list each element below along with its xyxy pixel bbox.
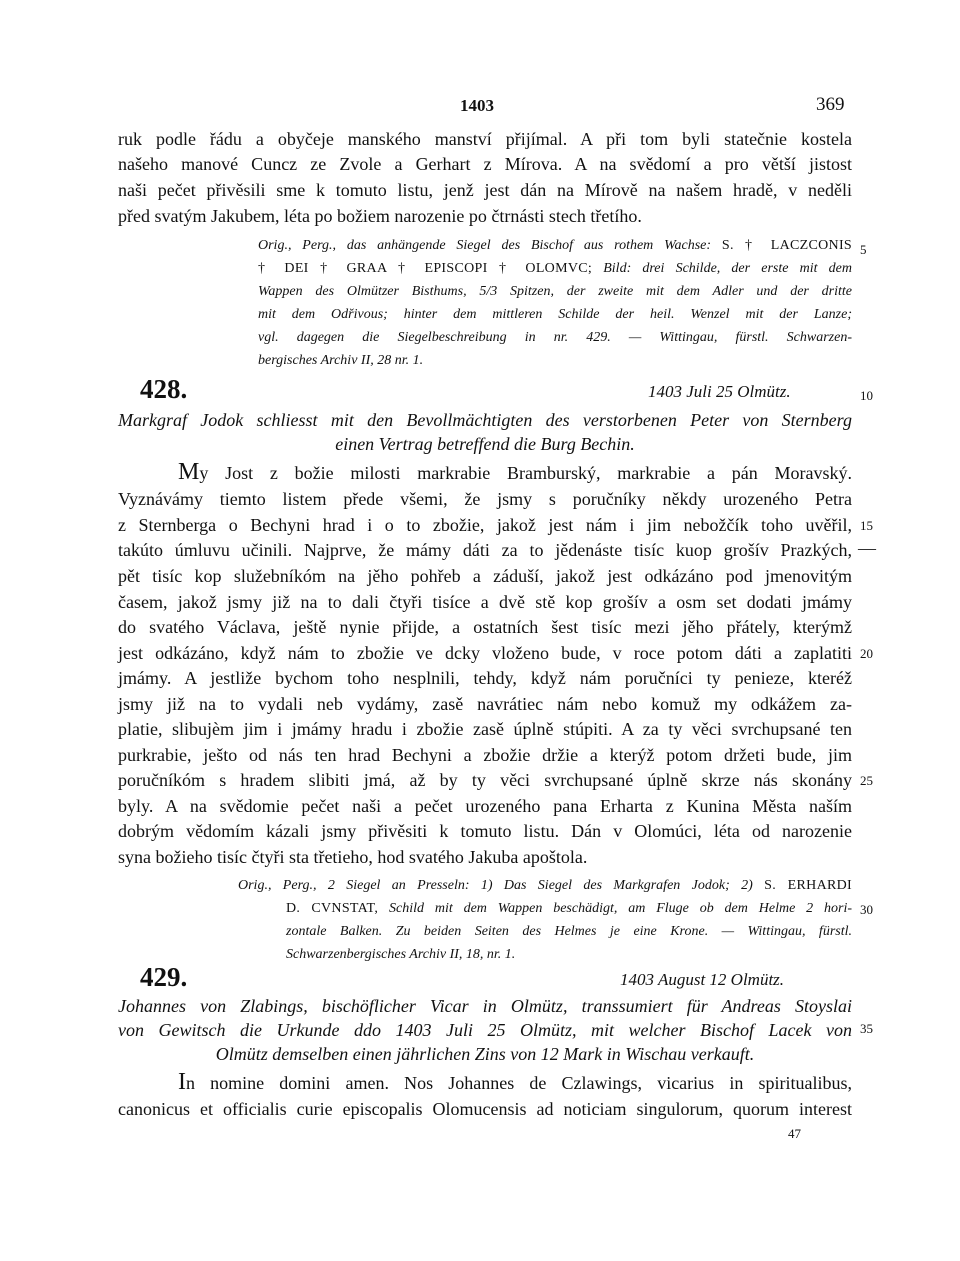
note-text: Orig., Perg., das anhängende Siegel des Bischof aus rothem Wachse:	[258, 238, 712, 253]
text-line: z Sternberga o Bechyni hrad i o to zbožie, jakož jest nám i jim nebožčík toho uvěřil,	[118, 515, 852, 535]
text-line-with-initial	[178, 1069, 852, 1095]
text-line: canonicus et officialis curie episcopalis Olomucensis ad noticiam singulorum, quorum interest	[118, 1099, 852, 1119]
text-line-with-initial	[178, 459, 852, 485]
source-note-line: vgl. dagegen die Siegelbeschreibung in nr. 429. — Wittingau, fürstl. Schwarzen-	[258, 330, 852, 345]
text-line: jest odkázáno, když nám to zbožie ve dcky vloženo bude, v roce potom dáti a zaplatiti	[118, 643, 852, 663]
text-line: syna božieho tisíc čtyři sta třetieho, hod svatého Jakuba apoštola.	[118, 847, 588, 867]
seal-legend: † DEI † GRAA † EPISCOPI † OLOMVC;	[258, 261, 593, 276]
initial-letter: I	[178, 1069, 186, 1095]
text-line: platie, slibujèm jim i jmámy hradu i zbožie zasě úplně stúpiti. A za ty věci svrchupsané ten	[118, 719, 852, 739]
line-number: 5	[860, 242, 867, 257]
text-line: časem, jakož jsmy již na to dali čtyři tisíce a dvě stě kop grošív a osm set dodati jmámy	[118, 592, 852, 612]
text-line: Vyznávámy tiemto listem přede všemi, že jsmy s poručníky někdy urozeného Petra	[118, 489, 852, 509]
text-fragment: n nomine domini amen. Nos Johannes de Czlawings, vicarius in spiritualibus,	[186, 1073, 852, 1093]
margin-dash: —	[858, 538, 876, 558]
line-number: 30	[860, 902, 873, 917]
line-number: 10	[860, 388, 873, 403]
line-number: 20	[860, 646, 873, 661]
source-note-line: Wappen des Olmützer Bisthums, 5/3 Spitzen, der zweite mit dem Adler und der dritte	[258, 284, 852, 299]
source-note-line: zontale Balken. Zu beiden Seiten des Helmes je eine Krone. — Wittingau, fürstl.	[286, 924, 852, 939]
seal-legend: S. † LACZCONIS	[721, 238, 853, 253]
source-note-line: mit dem Odřivous; hinter dem mittleren Schilde der heil. Wenzel mit der Lanze;	[258, 307, 852, 322]
running-head-year: 1403	[460, 96, 494, 115]
source-note-line	[286, 899, 852, 918]
note-text: Bild: drei Schilde, der erste mit dem	[603, 261, 852, 276]
line-number: 25	[860, 773, 873, 788]
text-line: našeho manové Cuncz ze Zvole a Gerhart z Mírova. A na svědomí a pro větší jistost	[118, 154, 852, 174]
source-note-line	[258, 236, 852, 255]
note-text: Schild mit dem Wappen beschädigt, am Fluge ob dem Helme 2 hori-	[388, 901, 852, 916]
text-line: takúto úmluvu učinili. Najprve, že mámy dáti za to jědenáste tisíc kuop grošív Prazkých,	[118, 540, 852, 560]
text-line: před svatým Jakubem, léta po božiem narozenie po čtrnásti stech třetího.	[118, 206, 642, 226]
document-date: 1403 Juli 25 Olmütz.	[648, 382, 791, 401]
regest-line: Johannes von Zlabings, bischöflicher Vicar in Olmütz, transsumiert für Andreas Stoyslai	[118, 996, 852, 1016]
regest-line: von Gewitsch die Urkunde ddo 1403 Juli 25 Olmütz, mit welcher Bischof Lacek von	[118, 1020, 852, 1040]
text-line: do svatého Václava, ještě nynie přijde, a ostatních šest tisíc mezi jěho přátely, kterýmž	[118, 617, 852, 637]
text-line: purkrabie, ješto od nás ten hrad Bechyni a zbožie držie a kterýž potom držeti bude, jim	[118, 745, 852, 765]
regest-line: einen Vertrag betreffend die Burg Bechin.	[335, 434, 635, 454]
signature-mark: 47	[788, 1126, 801, 1141]
seal-legend: S. ERHARDI	[764, 878, 852, 893]
text-line: jsmy již na to vydali neb vydámy, zasě navrátiec nám nebo komuž my odkážem za-	[118, 694, 852, 714]
text-line: byly. A na svědomie pečet naši a pečet urozeného pana Erharta z Kunina Města naším	[118, 796, 852, 816]
document-number: 429.	[140, 962, 188, 992]
text-line: poručníkóm s hradem slibiti jmá, až by ty věci svrchupsané úplně skrze nás skonány	[118, 770, 852, 790]
text-line: pět tisíc kop služebníkóm na jěho pohřeb a záduší, jakož jest odkázáno pod jmenovitým	[118, 566, 852, 586]
page-number: 369	[816, 94, 845, 115]
initial-letter: M	[178, 459, 200, 485]
document-date: 1403 August 12 Olmütz.	[620, 970, 785, 989]
regest-line: Markgraf Jodok schliesst mit den Bevollmächtigten des verstorbenen Peter von Sternberg	[118, 410, 852, 430]
text-line: jmámy. A jestliže bychom toho nesplnili, tehdy, když nám poručníci ty penieze, kteréž	[118, 668, 852, 688]
line-number: 15	[860, 518, 873, 533]
text-line: naši pečet přivěsili sme k tomuto listu, jenž jest dán na Mírově na našem hradě, v neděli	[118, 180, 852, 200]
regest-line: Olmütz demselben einen jährlichen Zins von 12 Mark in Wischau verkauft.	[215, 1044, 755, 1064]
text-fragment: y Jost z božie milosti markrabie Bramburský, markrabie a pán Moravský.	[199, 463, 852, 483]
seal-legend: D. CVNSTAT,	[286, 901, 379, 916]
source-note-line: bergisches Archiv II, 28 nr. 1.	[258, 353, 424, 368]
source-note-line: Schwarzenbergisches Archiv II, 18, nr. 1.	[286, 947, 516, 962]
note-text: Orig., Perg., 2 Siegel an Presseln: 1) Das Siegel des Markgrafen Jodok; 2)	[238, 878, 753, 893]
document-number: 428.	[140, 374, 188, 404]
line-number: 35	[860, 1021, 873, 1036]
source-note-line	[258, 259, 852, 278]
source-note-line	[238, 876, 852, 895]
text-line: dobrým vědomím kázali jsmy přivěsiti k tomuto listu. Dán v Olomúci, léta od narozenie	[118, 821, 852, 841]
text-line: ruk podle řádu a obyčeje manského manství přijímal. A při tom byli statečnie kostela	[118, 129, 852, 149]
